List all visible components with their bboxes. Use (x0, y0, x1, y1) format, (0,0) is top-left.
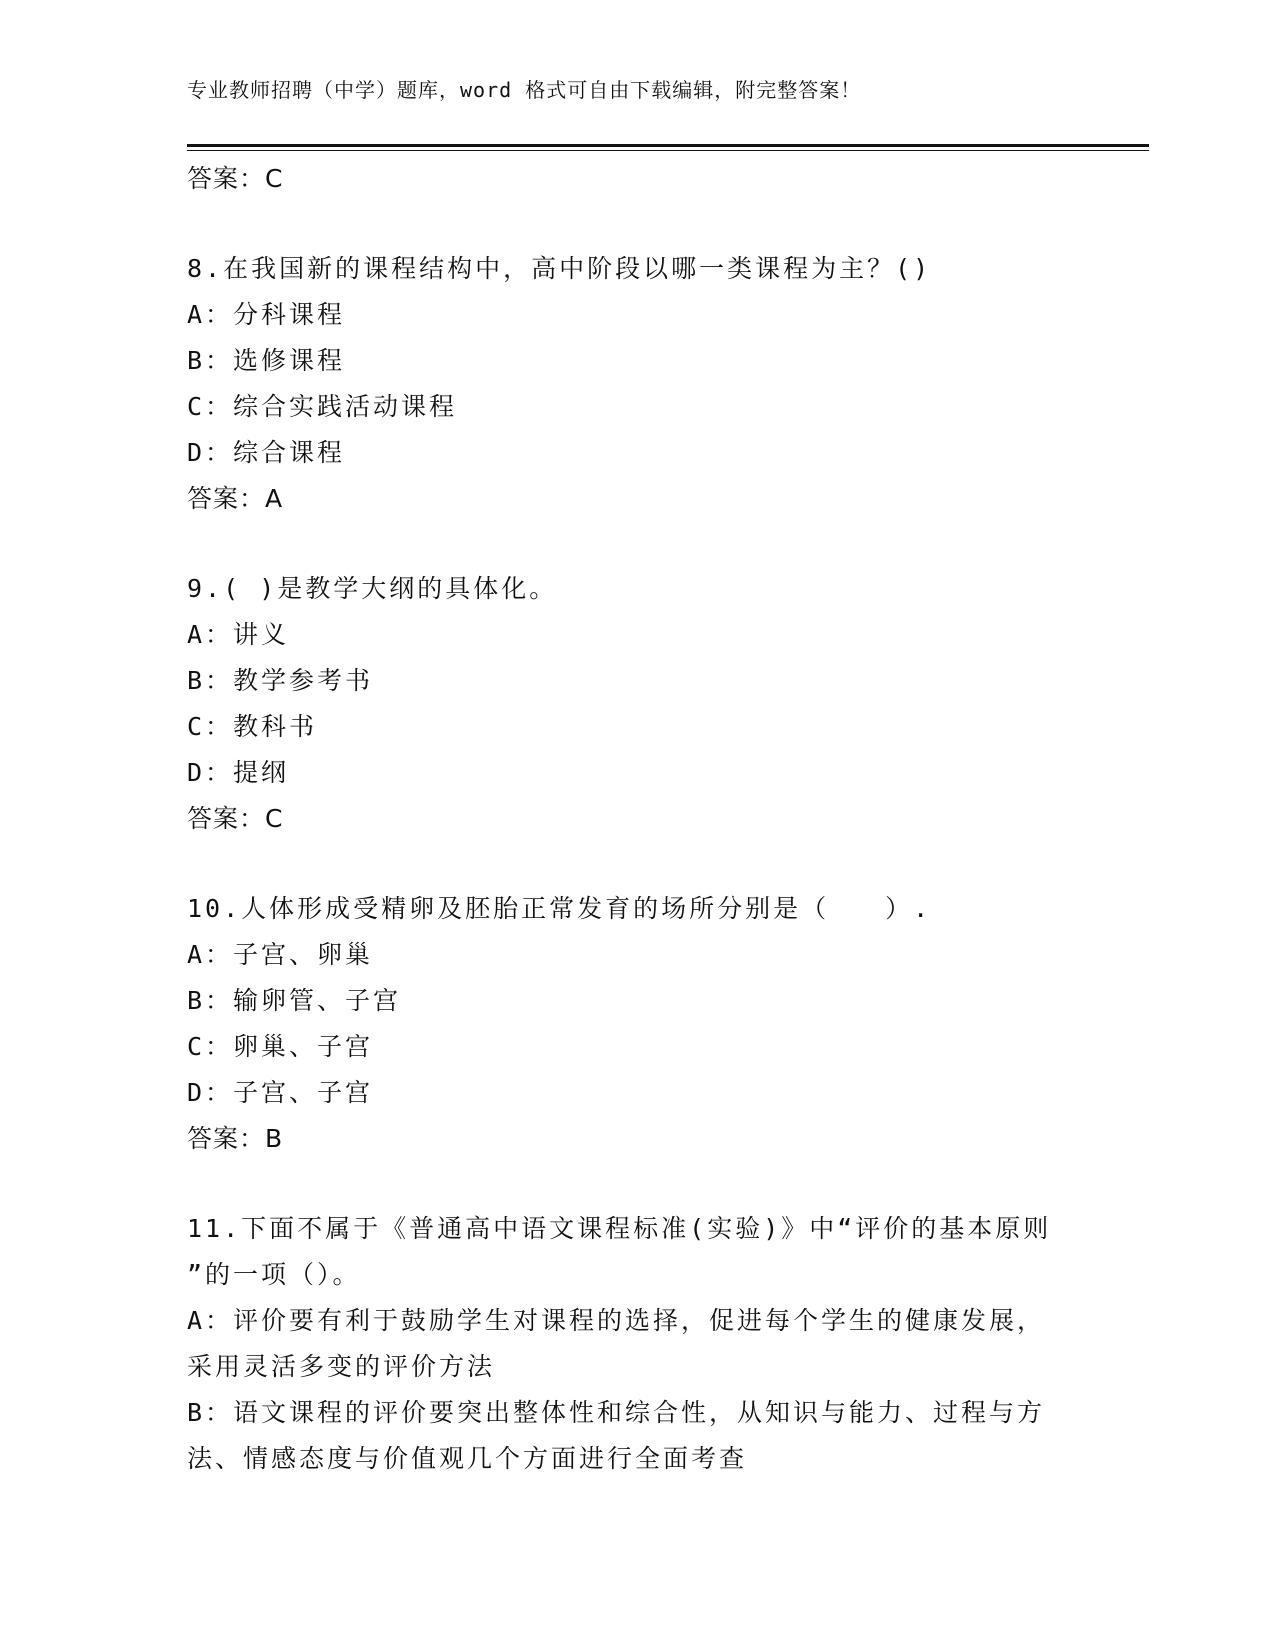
option-a: A：分科课程 (187, 300, 346, 329)
question-9 (187, 566, 1087, 842)
answer-line: 答案：C (187, 164, 284, 193)
question-stem-line-2: ”的一项（）。 (187, 1260, 361, 1289)
option-d: D：提纲 (187, 758, 290, 787)
question-11 (187, 1206, 1087, 1482)
question-10 (187, 886, 1087, 1162)
header-divider-thin (187, 150, 1149, 151)
question-list (187, 156, 1087, 1482)
option-c: C：卵巢、子宫 (187, 1032, 374, 1061)
header-divider-thick (187, 144, 1149, 147)
option-a-line-1: A：评价要有利于鼓励学生对课程的选择，促进每个学生的健康发展， (187, 1306, 1046, 1335)
question-stem: 9.( )是教学大纲的具体化。 (187, 574, 558, 603)
question-8 (187, 246, 1087, 522)
option-b: B：输卵管、子宫 (187, 986, 402, 1015)
answer-line: 答案：A (187, 484, 284, 513)
option-a-line-2: 采用灵活多变的评价方法 (187, 1352, 496, 1381)
question-stem-line-1: 11.下面不属于《普通高中语文课程标准(实验)》中“评价的基本原则 (187, 1214, 1052, 1243)
question-stem: 10.人体形成受精卵及胚胎正常发育的场所分别是（ ）. (187, 894, 932, 923)
option-d: D：子宫、子宫 (187, 1078, 374, 1107)
option-b: B：教学参考书 (187, 666, 374, 695)
option-b-line-1: B：语文课程的评价要突出整体性和综合性，从知识与能力、过程与方 (187, 1398, 1046, 1427)
option-b-line-2: 法、情感态度与价值观几个方面进行全面考查 (187, 1444, 748, 1473)
option-c: C：综合实践活动课程 (187, 392, 458, 421)
option-c: C：教科书 (187, 712, 318, 741)
option-a: A：讲义 (187, 620, 290, 649)
answer-line: 答案：B (187, 1124, 284, 1153)
answer-line: 答案：C (187, 804, 284, 833)
option-b: B：选修课程 (187, 346, 346, 375)
option-a: A：子宫、卵巢 (187, 940, 374, 969)
page-header: 专业教师招聘（中学）题库，word 格式可自由下载编辑，附完整答案！ (187, 78, 862, 102)
option-d: D：综合课程 (187, 438, 346, 467)
question-stem: 8.在我国新的课程结构中，高中阶段以哪一类课程为主？() (187, 254, 932, 283)
